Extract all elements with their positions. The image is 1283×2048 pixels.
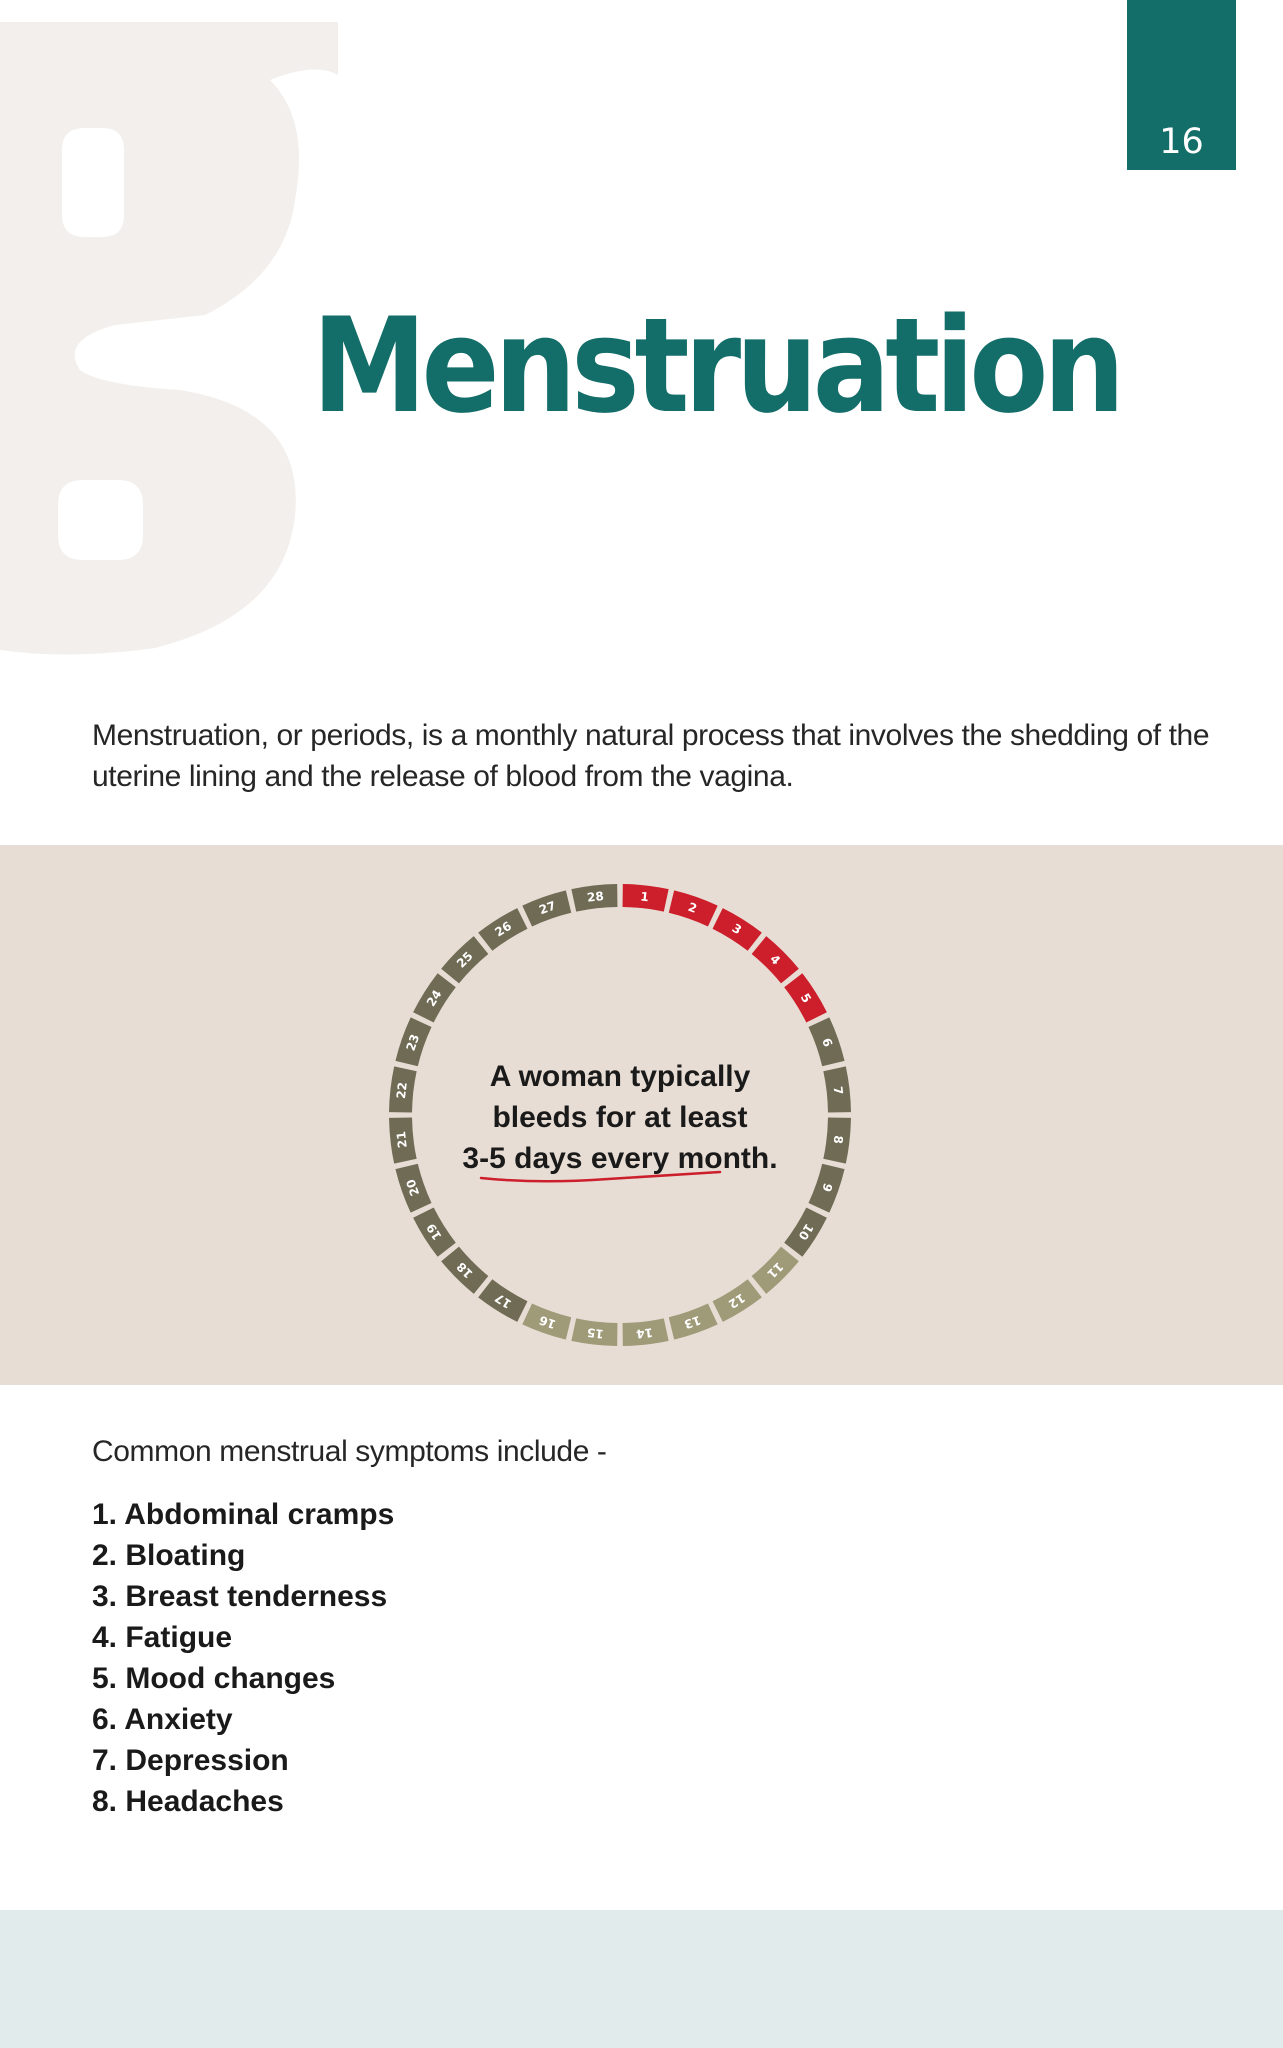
highlight-underline bbox=[478, 1169, 723, 1185]
cycle-day-label: 19 bbox=[423, 1220, 445, 1243]
cycle-day-label: 18 bbox=[453, 1259, 476, 1282]
cycle-day-label: 22 bbox=[393, 1081, 410, 1100]
intro-paragraph: Menstruation, or periods, is a monthly natural process that involves the shedding of the uterine lining and the release of blood from the vagina. bbox=[92, 719, 1210, 793]
symptom-item: 3. Breast tenderness bbox=[92, 1580, 388, 1613]
cycle-day-label: 7 bbox=[830, 1085, 846, 1096]
footer-band bbox=[0, 1910, 1283, 2048]
cycle-day-label: 20 bbox=[403, 1177, 423, 1198]
cycle-day-label: 23 bbox=[403, 1032, 423, 1053]
cycle-day-label: 16 bbox=[537, 1312, 558, 1332]
cycle-caption-line: 3-5 days every month. bbox=[462, 1142, 778, 1175]
cycle-day-label: 21 bbox=[393, 1130, 410, 1149]
symptom-item: 1. Abdominal cramps bbox=[92, 1498, 395, 1531]
cycle-day-label: 13 bbox=[682, 1312, 703, 1332]
cycle-day-label: 12 bbox=[725, 1290, 748, 1312]
cycle-day-label: 8 bbox=[830, 1134, 846, 1145]
cycle-caption-line: A woman typically bbox=[489, 1060, 751, 1093]
symptoms-intro: Common menstrual symptoms include - bbox=[92, 1435, 607, 1468]
cycle-caption-line: bleeds for at least bbox=[492, 1101, 748, 1134]
symptom-item: 6. Anxiety bbox=[92, 1703, 233, 1736]
symptom-item: 7. Depression bbox=[92, 1744, 289, 1777]
cycle-day-label: 6 bbox=[819, 1036, 836, 1049]
cycle-day-label: 3 bbox=[729, 920, 745, 938]
cycle-day-label: 26 bbox=[492, 918, 515, 940]
cycle-day-label: 11 bbox=[764, 1259, 787, 1282]
symptom-item: 5. Mood changes bbox=[92, 1662, 336, 1695]
cycle-day-label: 9 bbox=[819, 1181, 836, 1194]
cycle-day-label: 24 bbox=[423, 987, 445, 1010]
cycle-day-label: 2 bbox=[686, 899, 699, 916]
cycle-caption bbox=[420, 1056, 820, 1179]
symptom-item: 4. Fatigue bbox=[92, 1621, 233, 1654]
cycle-day-label: 10 bbox=[795, 1220, 817, 1243]
cycle-day-label: 27 bbox=[537, 898, 558, 918]
cycle-day-label: 4 bbox=[767, 951, 784, 968]
page-number: 16 bbox=[1159, 122, 1204, 162]
cycle-day-label: 17 bbox=[492, 1290, 515, 1312]
cycle-day-label: 14 bbox=[635, 1325, 654, 1342]
symptom-item: 8. Headaches bbox=[92, 1785, 284, 1818]
cycle-day-label: 28 bbox=[586, 888, 605, 905]
cycle-day-label: 15 bbox=[586, 1325, 605, 1342]
cycle-day-label: 25 bbox=[453, 948, 476, 971]
symptoms-list bbox=[92, 1494, 394, 1822]
cycle-day-label: 1 bbox=[639, 889, 650, 905]
page-number-badge bbox=[1127, 0, 1236, 170]
cycle-day-label: 5 bbox=[797, 990, 815, 1006]
decorative-letter-g bbox=[0, 0, 360, 680]
symptom-item: 2. Bloating bbox=[92, 1539, 246, 1572]
page-title: Menstruation bbox=[312, 289, 1120, 442]
